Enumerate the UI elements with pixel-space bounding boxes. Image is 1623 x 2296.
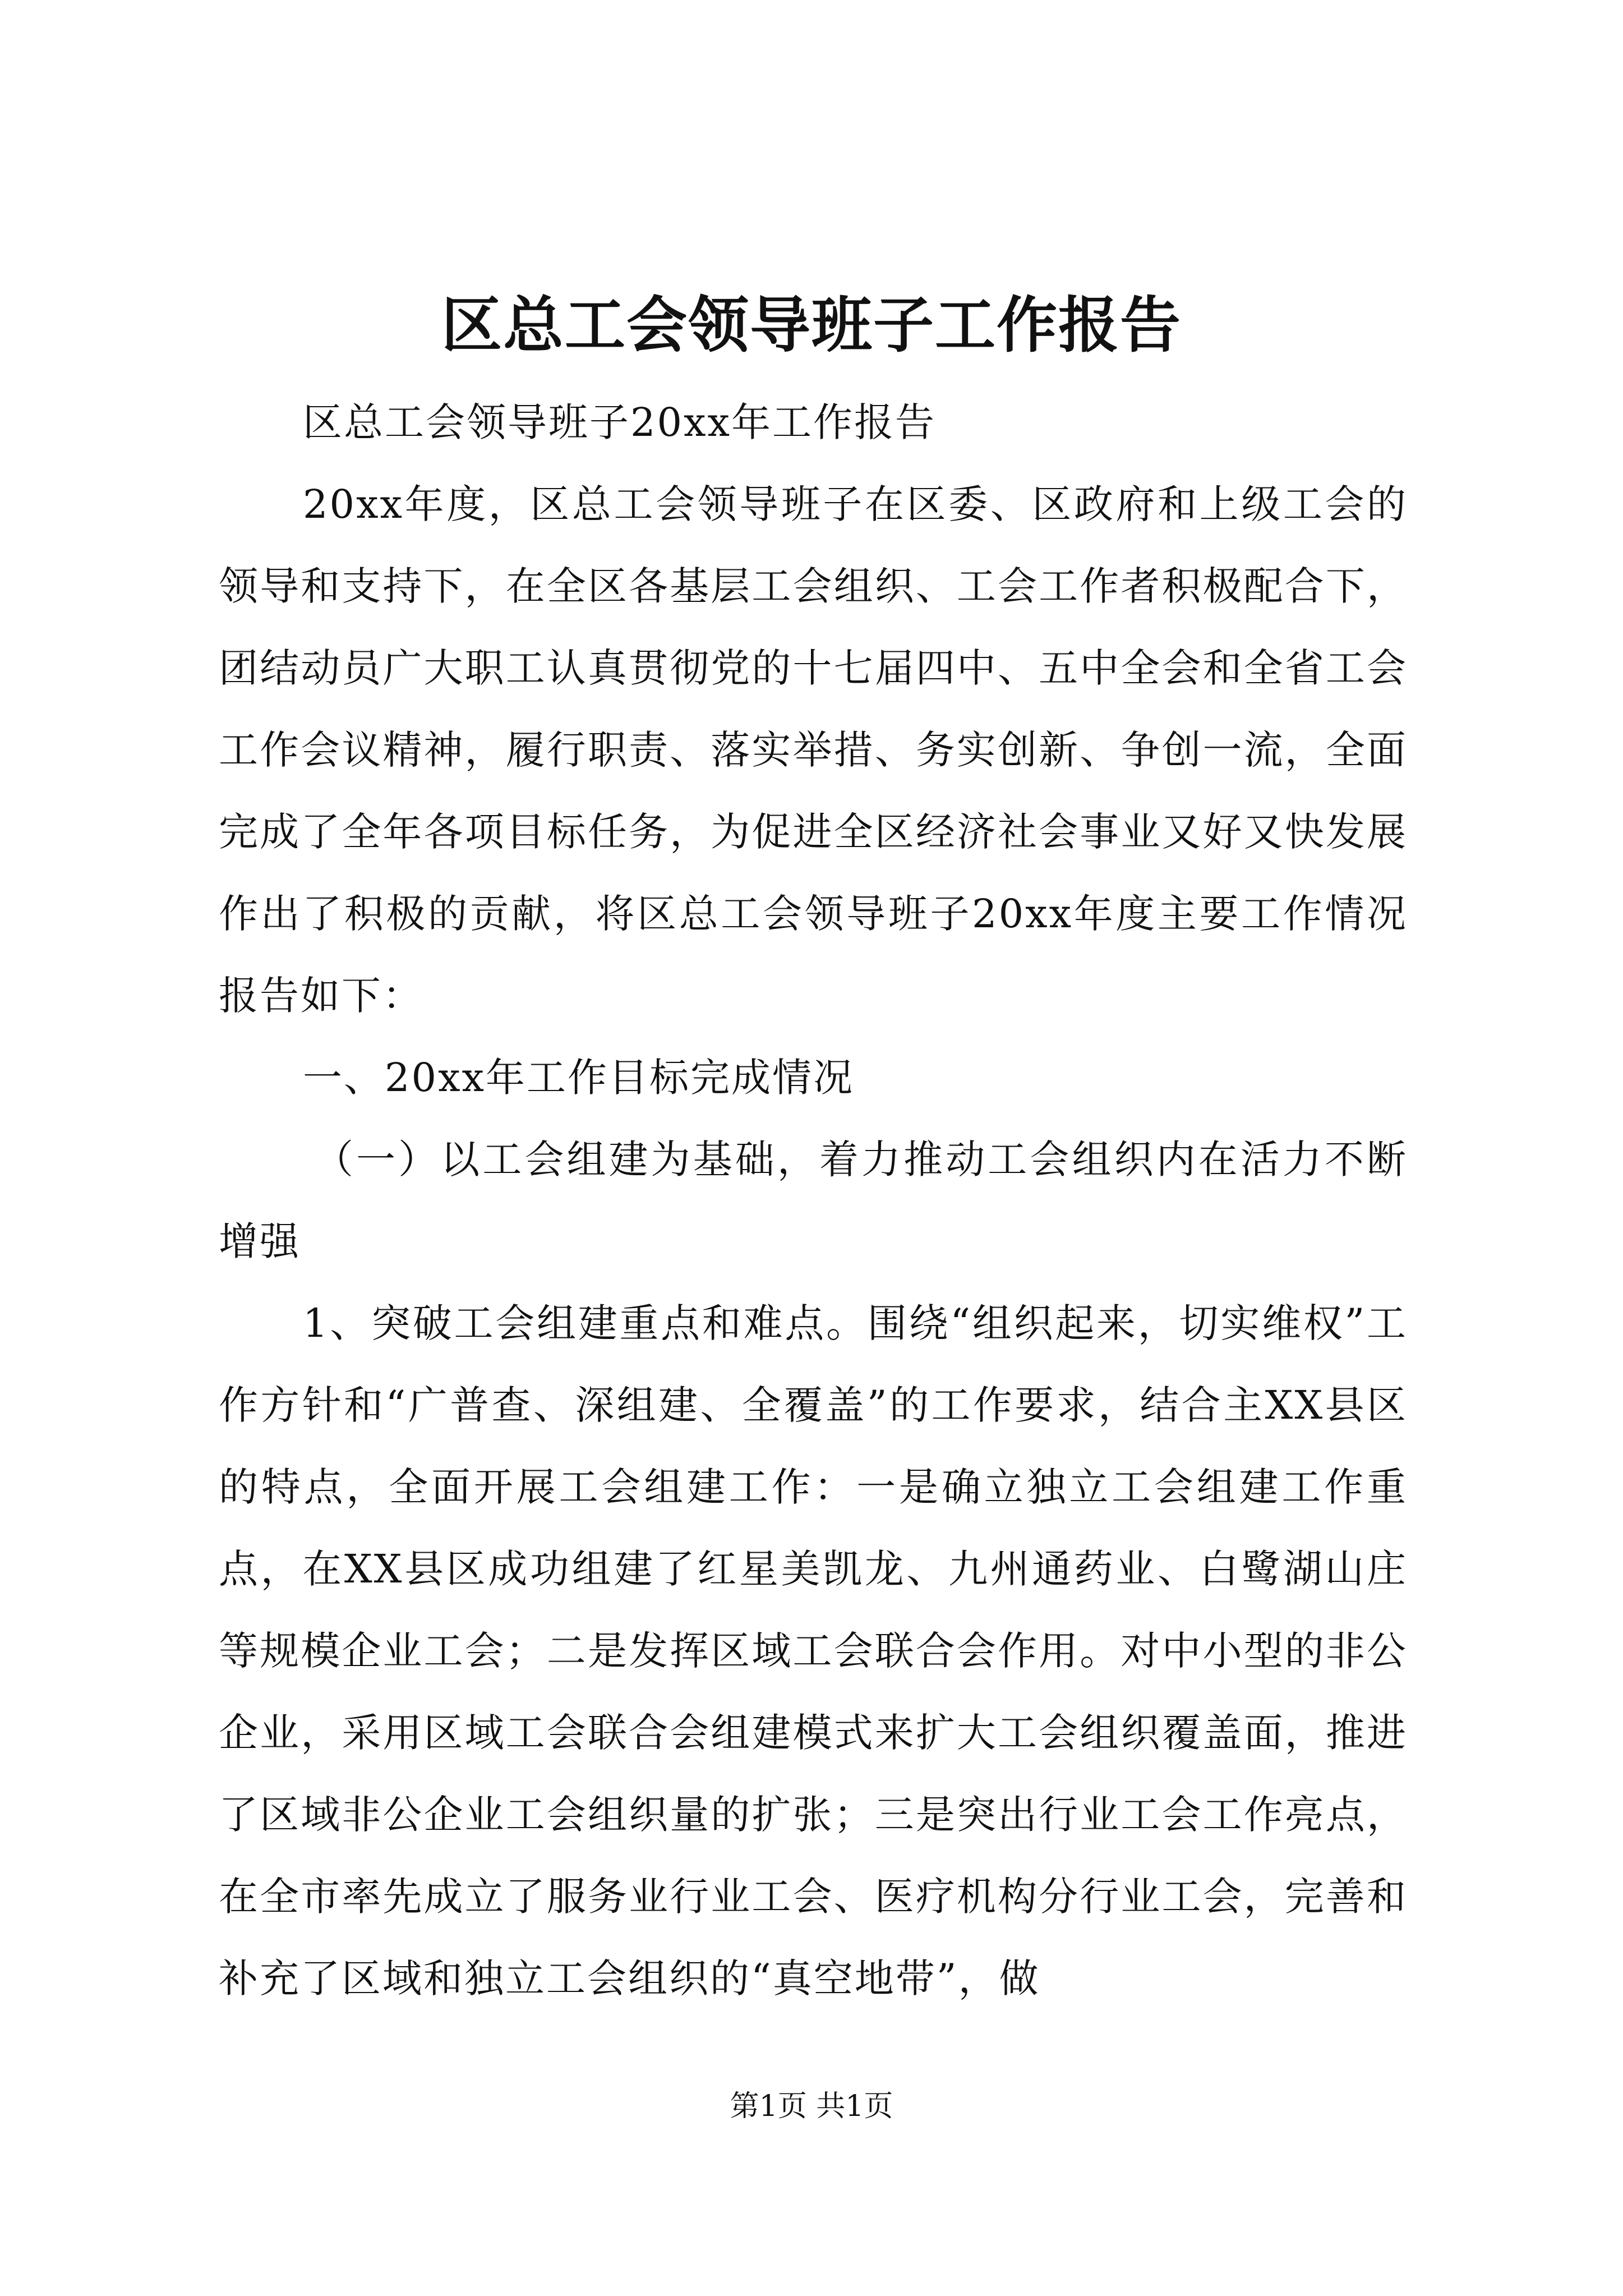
subsection-heading: （一）以工会组建为基础，着力推动工会组织内在活力不断增强 — [219, 1137, 1408, 1264]
subtitle-paragraph: 区总工会领导班子20xx年工作报告 — [303, 399, 937, 445]
document-body — [219, 381, 1408, 2019]
section-heading: 一、20xx年工作目标完成情况 — [303, 1055, 855, 1101]
page-title: 区总工会领导班子工作报告 — [441, 290, 1182, 361]
page-footer: 第1页 共1页 — [730, 2090, 893, 2123]
body-paragraph: 1、突破工会组建重点和难点。围绕“组织起来，切实维权”工作方针和“广普查、深组建、全覆盖”的工作要求，结合主XX县区的特点，全面开展工会组建工作：一是确立独立工会组建工作重点，在XX县区成功组建了红星美凯龙、九州通药业、白鹭湖山庄等规模企业工会；二是发挥区域工会联合会作用。对中小型的非公企业，采用区域工会联合会组建模式来扩大工会组织覆盖面，推进了区域非公企业工会组织量的扩张；三是突出行业工会工作亮点，在全市率先成立了服务业行业工会、医疗机构分行业工会，完善和补充了区域和独立工会组织的“真空地带”，做 — [219, 1300, 1408, 2001]
intro-paragraph: 20xx年度，区总工会领导班子在区委、区政府和上级工会的领导和支持下，在全区各基层工会组织、工会工作者积极配合下，团结动员广大职工认真贯彻党的十七届四中、五中全会和全省工会工作会议精神，履行职责、落实举措、务实创新、争创一流，全面完成了全年各项目标任务，为促进全区经济社会事业又好又快发展作出了积极的贡献，将区总工会领导班子20xx年度主要工作情况报告如下： — [219, 481, 1408, 1019]
